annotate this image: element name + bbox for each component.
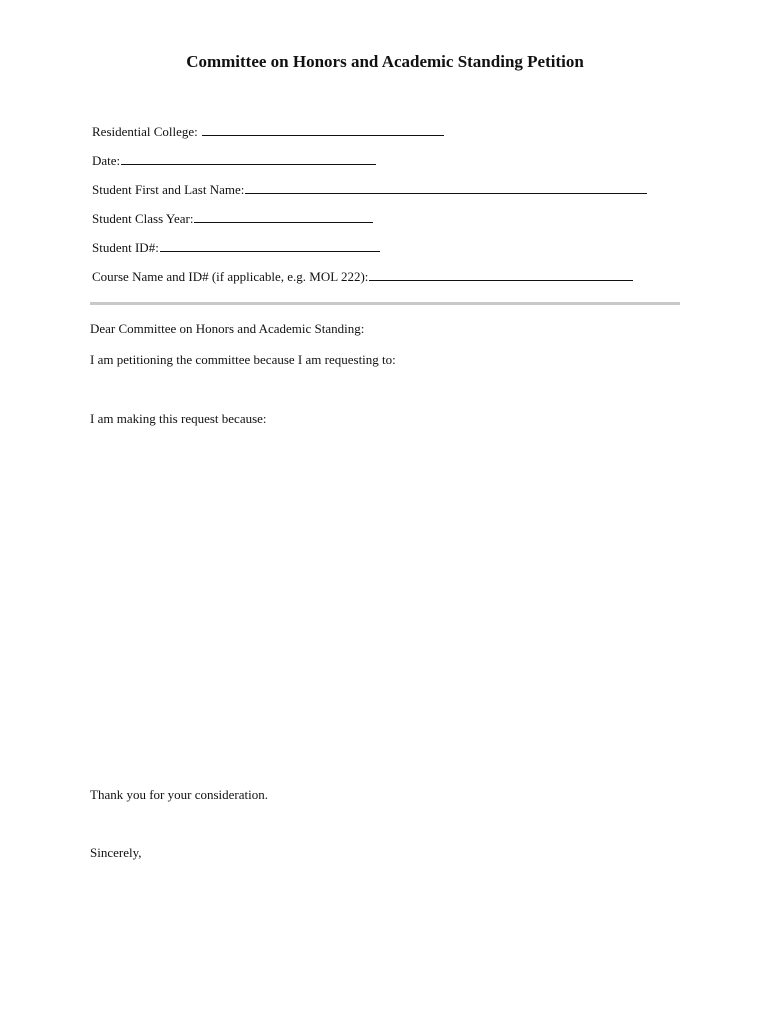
course-field <box>92 269 633 285</box>
thanks-line: Thank you for your consideration. <box>90 787 268 802</box>
reason-prompt: I am making this request because: <box>90 411 267 426</box>
student-name-blank[interactable] <box>245 182 647 194</box>
course-blank[interactable] <box>369 269 633 281</box>
student-name-field <box>92 182 647 198</box>
residential-college-label: Residential College: <box>92 124 202 139</box>
student-id-field <box>92 240 380 256</box>
class-year-blank[interactable] <box>194 211 373 223</box>
residential-college-field <box>92 124 444 140</box>
date-field <box>92 153 376 169</box>
student-name-label: Student First and Last Name: <box>92 182 245 197</box>
page-title: Committee on Honors and Academic Standing Petition <box>186 52 584 71</box>
class-year-label: Student Class Year: <box>92 211 194 226</box>
date-blank[interactable] <box>121 153 376 165</box>
date-label: Date: <box>92 153 121 168</box>
closing-line: Sincerely, <box>90 845 142 860</box>
residential-college-blank[interactable] <box>202 124 444 136</box>
student-id-label: Student ID#: <box>92 240 159 255</box>
student-id-blank[interactable] <box>160 240 380 252</box>
request-prompt: I am petitioning the committee because I am requesting to: <box>90 352 396 367</box>
class-year-field <box>92 211 373 227</box>
salutation: Dear Committee on Honors and Academic Standing: <box>90 321 365 336</box>
course-label: Course Name and ID# (if applicable, e.g. MOL 222): <box>92 269 369 284</box>
section-divider <box>90 302 680 305</box>
